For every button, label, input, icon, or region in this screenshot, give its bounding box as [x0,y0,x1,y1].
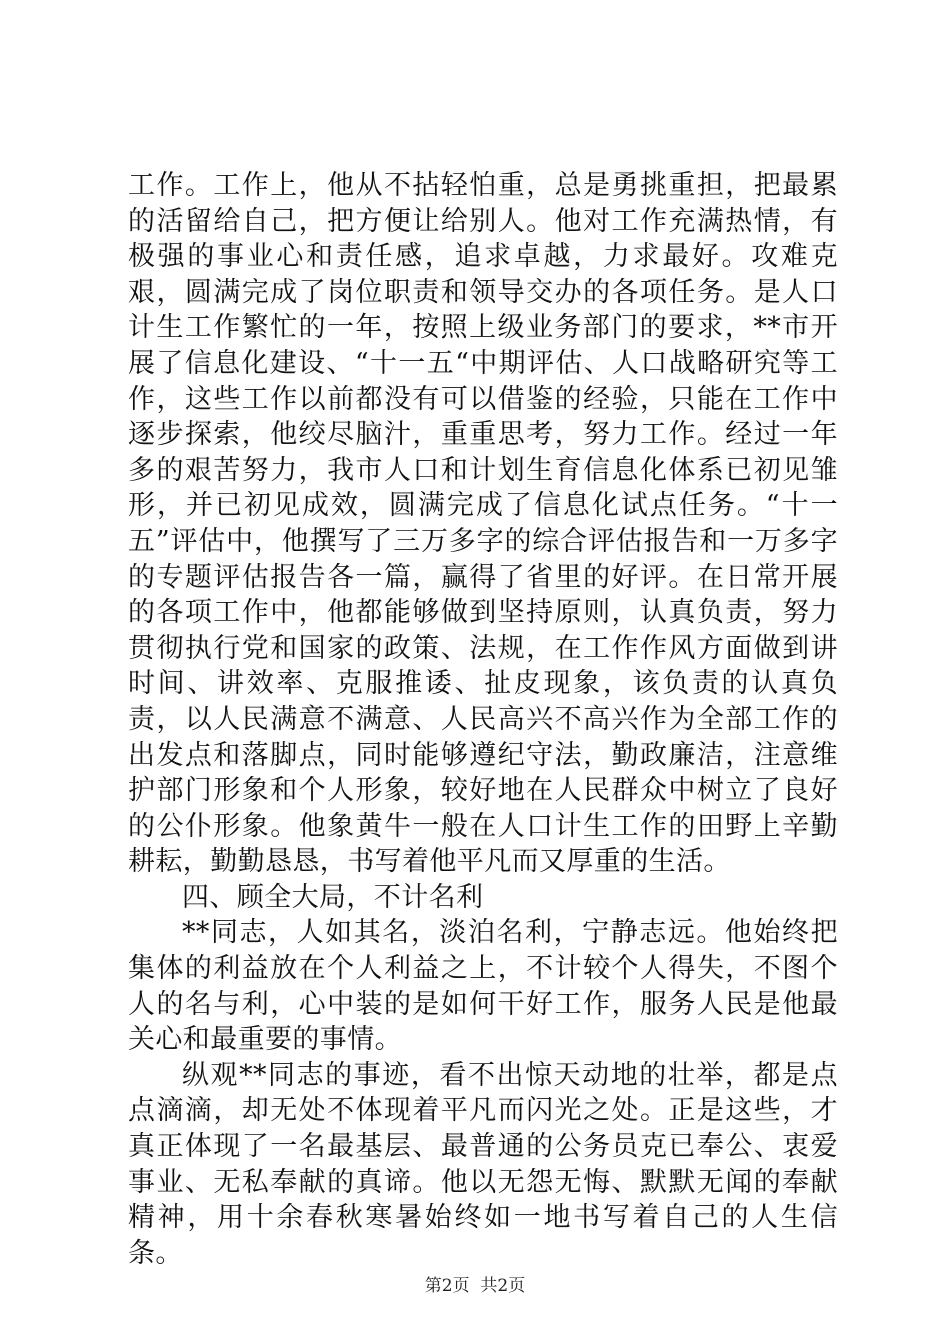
paragraph-conclusion: 纵观**同志的事迹，看不出惊天动地的壮举，都是点点滴滴，却无处不体现着平凡而闪光之处。正是这些，才真正体现了一名最基层、最普通的公务员克已奉公、衷爱事业、无私奉献的真谛。他以无怨无悔、默默无闻的奉献精神，用十余春秋寒暑始终如一地书写着自己的人生信条。 [128,1059,838,1269]
document-body [128,168,838,1271]
paragraph-work-achievements: 工作。工作上，他从不拈轻怕重，总是勇挑重担，把最累的活留给自己，把方便让给别人。他对工作充满热情，有极强的事业心和责任感，追求卓越，力求最好。攻难克艰，圆满完成了岗位职责和领导交办的各项任务。是人口计生工作繁忙的一年，按照上级业务部门的要求，**市开展了信息化建设、“十一五“中期评估、人口战略研究等工作，这些工作以前都没有可以借鉴的经验，只能在工作中逐步探索，他绞尽脑汁，重重思考，努力工作。经过一年多的艰苦努力，我市人口和计划生育信息化体系已初见雏形，并已初见成效，圆满完成了信息化试点任务。“十一五”评估中，他撰写了三万多字的综合评估报告和一万多字的专题评估报告各一篇，赢得了省里的好评。在日常开展的各项工作中，他都能够做到坚持原则，认真负责，努力贯彻执行党和国家的政策、法规，在工作作风方面做到讲时间、讲效率、克服推诿、扯皮现象，该负责的认真负责，以人民满意不满意、人民高兴不高兴作为全部工作的出发点和落脚点，同时能够遵纪守法，勤政廉洁，注意维护部门形象和个人形象，较好地在人民群众中树立了良好的公仆形象。他象黄牛一般在人口计生工作的田野上辛勤耕耘，勤勤恳恳，书写着他平凡而又厚重的生活。 [128,170,838,878]
paragraph-fame-and-gain: **同志，人如其名，淡泊名利，宁静志远。他始终把集体的利益放在个人利益之上，不计较个人得失，不图个人的名与利，心中装的是如何干好工作，服务人民是他最关心和最重要的事情。 [128,917,838,1056]
section-heading-overall-situation: 四、顾全大局，不计名利 [182,881,484,913]
page-number-label: 第2页 共2页 [424,1276,526,1296]
page-footer [0,1275,950,1297]
